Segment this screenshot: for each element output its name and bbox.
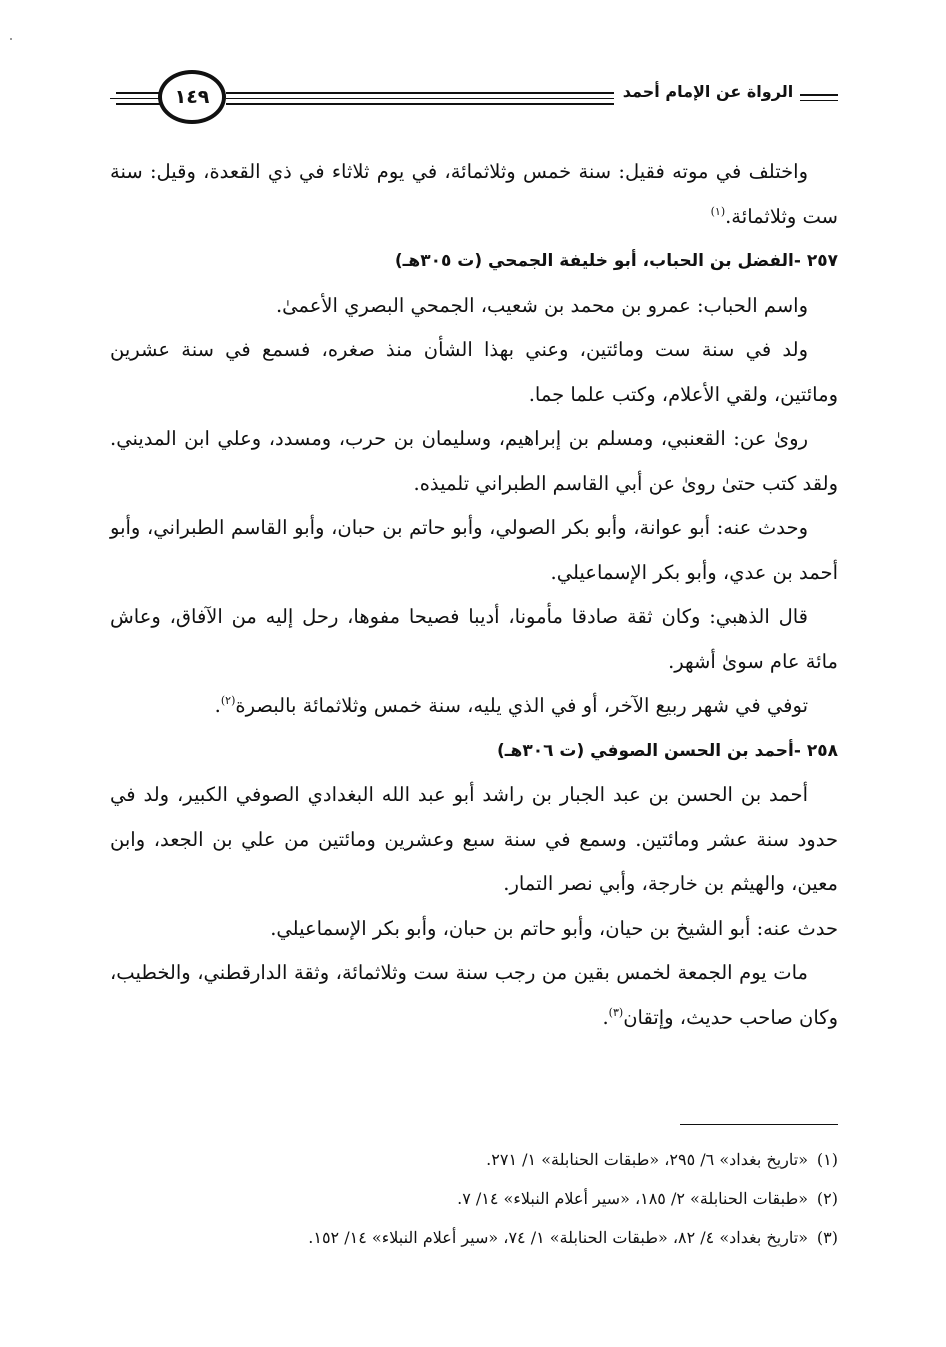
footnote-text: «تاريخ بغداد» ٤/ ٨٢، «طبقات الحنابلة» ١/ ٧٤، «سير أعلام النبلاء» ١٤/ ١٥٢.	[308, 1228, 808, 1247]
paragraph: وحدث عنه: أبو عوانة، وأبو بكر الصولي، وأبو حاتم بن حبان، وأبو القاسم الطبراني، وأبو أحمد بن عدي، وأبو بكر الإسماعيلي.	[110, 516, 838, 584]
paragraph: قال الذهبي: وكان ثقة صادقا مأمونا، أديبا فصيحا مفوها، رحل إليه من الآفاق، وعاش مائة عام سوىٰ أشهر.	[110, 605, 838, 673]
header-rule	[800, 94, 838, 96]
footnote-ref: (٣)	[608, 1005, 624, 1019]
paragraph-text: واختلف في موته فقيل: سنة خمس وثلاثمائة، في يوم ثلاثاء في ذي القعدة، وقيل: سنة ست وثلاثمائة.	[110, 160, 838, 228]
paragraph-text: توفي في شهر ربيع الآخر، أو في الذي يليه، سنة خمس وثلاثمائة بالبصرة	[235, 694, 808, 717]
footnote-ref: (٢)	[220, 694, 236, 707]
footnote	[110, 1140, 838, 1179]
paragraph: ولد في سنة ست ومائتين، وعني بهذا الشأن منذ صغره، فسمع في سنة عشرين ومائتين، ولقي الأعلام، وكتب علما جما.	[110, 338, 838, 406]
entry-heading: ٢٥٧ -الفضل بن الحباب، أبو خليفة الجمحي (ت ٣٠٥هـ)	[394, 251, 838, 271]
header-rule	[116, 103, 162, 105]
entry-heading: ٢٥٨ -أحمد بن الحسن الصوفي (ت ٣٠٦هـ)	[496, 740, 838, 761]
paragraph	[110, 150, 838, 239]
paragraph: توفي في شهر ربيع الآخر، أو في الذي يليه، سنة خمس وثلاثمائة بالبصرة$^{(٢)}$.	[214, 694, 808, 717]
paragraph: واسم الحباب: عمرو بن محمد بن شعيب، الجمحي البصري الأعمىٰ.	[275, 293, 808, 317]
header-rule	[116, 92, 162, 94]
footnote-separator	[680, 1124, 838, 1125]
footnote-number: (٣)	[816, 1228, 838, 1247]
paragraph-text: مات يوم الجمعة لخمس بقين من رجب سنة ست وثلاثمائة، وثقة الدارقطني، والخطيب، وكان صاحب حديث، وإتقان	[110, 961, 838, 1029]
page-header	[110, 68, 838, 128]
header-rule	[226, 92, 614, 94]
header-rule	[226, 103, 614, 105]
paragraph: أحمد بن الحسن بن عبد الجبار بن راشد أبو عبد الله البغدادي الصوفي الكبير، ولد في حدود سنة عشر ومائتين. وسمع في سنة سبع وعشرين ومائتين من علي بن الجعد، وابن معين، والهيثم بن خارجة، وأبي نصر التمار.	[110, 783, 838, 895]
footnote-text: «طبقات الحنابلة» ٢/ ١٨٥، «سير أعلام النبلاء» ١٤/ ٧.	[457, 1189, 808, 1208]
paragraph: مات يوم الجمعة لخمس بقين من رجب سنة ست وثلاثمائة، وثقة الدارقطني، والخطيب، وكان صاحب حديث، وإتقان$^{(٣)}$.	[110, 961, 838, 1029]
main-text	[110, 150, 838, 1040]
page-number-oval	[158, 70, 226, 124]
header-rule	[110, 98, 162, 99]
paragraph: حدث عنه: أبو الشيخ بن حيان، وأبو حاتم بن حبان، وأبو بكر الإسماعيلي.	[270, 916, 838, 940]
footnote-number: (١)	[816, 1150, 838, 1169]
footnote	[110, 1179, 838, 1218]
paragraph: رویٰ عن: القعنبي، ومسلم بن إبراهيم، وسليمان بن حرب، ومسدد، وعلي ابن المديني. ولقد كتب حتىٰ رویٰ عن أبي القاسم الطبراني تلميذه.	[110, 427, 838, 495]
footnotes	[110, 1140, 838, 1257]
header-rule	[800, 100, 838, 101]
footnote-ref: (١)	[710, 204, 726, 218]
footnote	[110, 1218, 838, 1257]
header-rule	[226, 98, 614, 99]
scan-speck	[10, 38, 12, 40]
footnote-number: (٢)	[816, 1189, 838, 1208]
page-number: ١٤٩	[174, 86, 210, 108]
running-title: الرواة عن الإمام أحمد	[622, 82, 794, 101]
footnote-text: «تاريخ بغداد» ٦/ ٢٩٥، «طبقات الحنابلة» ١/ ٢٧١.	[486, 1150, 808, 1169]
